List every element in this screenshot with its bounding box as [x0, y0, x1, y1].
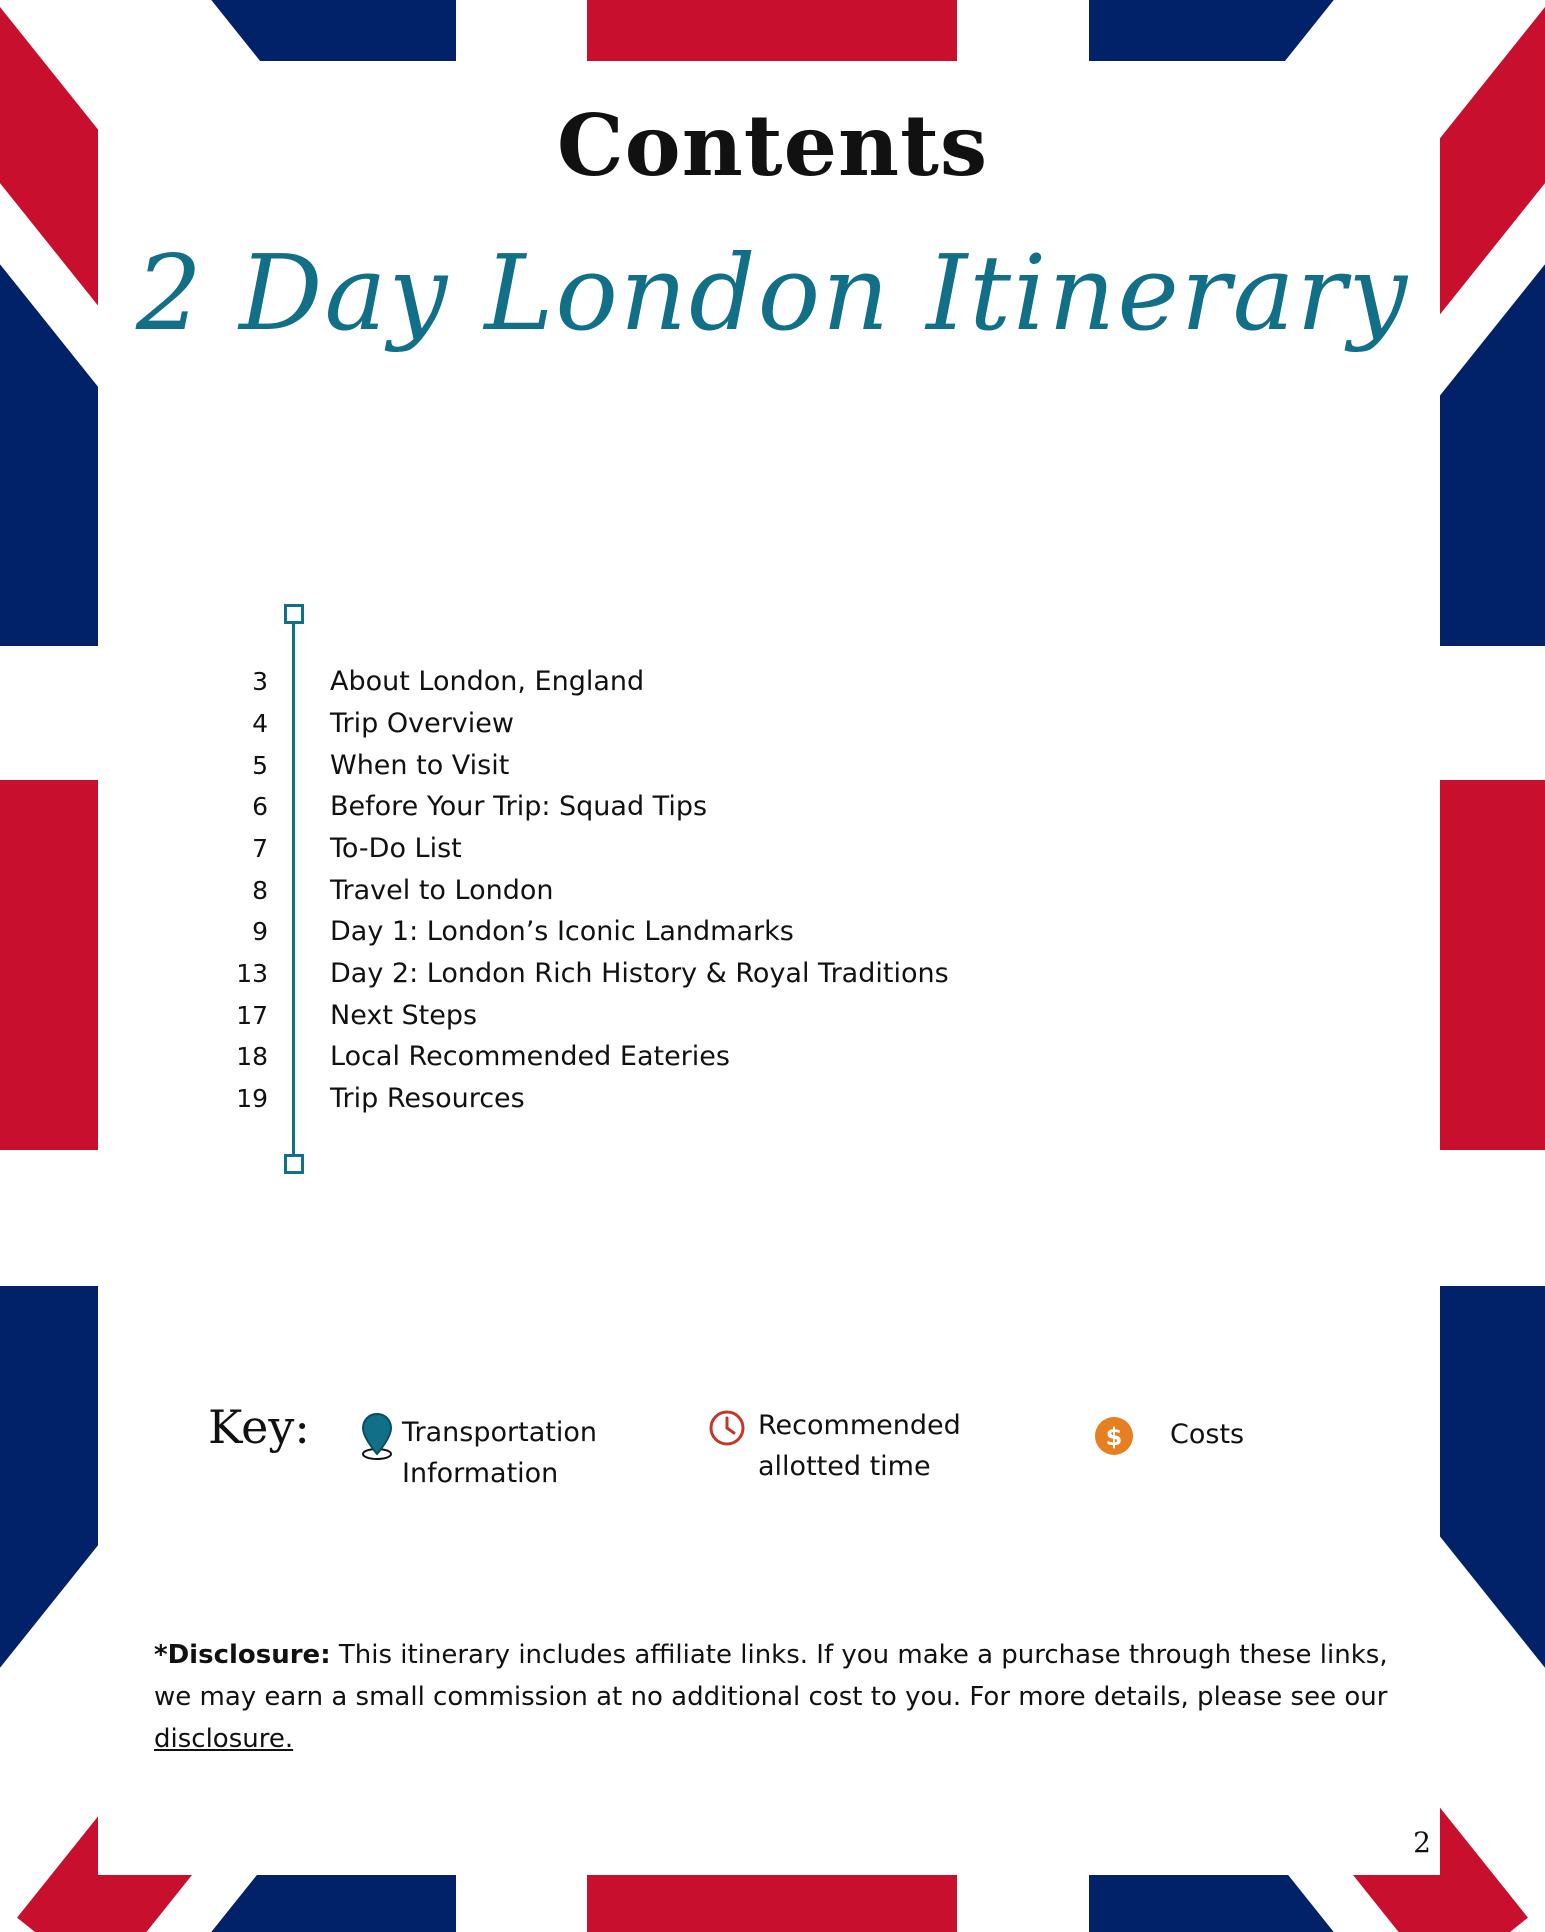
map-pin-icon	[360, 1412, 394, 1467]
page-subtitle: 2 Day London Itinerary	[135, 232, 1410, 354]
key-item-costs	[1094, 1414, 1244, 1461]
key-item-line1: Transportation	[402, 1417, 597, 1448]
toc-entry[interactable]	[220, 661, 644, 701]
toc-page-number: 5	[252, 750, 268, 780]
page-number: 2	[1413, 1826, 1431, 1859]
toc-page-number: 4	[252, 708, 268, 738]
toc-entry-title: Day 1: London’s Iconic Landmarks	[330, 915, 794, 947]
disclosure-text: This itinerary includes affiliate links. If you make a purchase through these links, we may earn a small commission at no additional cost to you. For more details, please see our	[154, 1640, 1388, 1712]
key-item-time	[708, 1405, 961, 1487]
toc-entry[interactable]	[220, 786, 707, 826]
toc-timeline-bottom-cap	[284, 1154, 304, 1174]
toc-entry-title: Travel to London	[330, 874, 554, 906]
toc-page-number: 9	[252, 916, 268, 946]
key-item-line1: Costs	[1170, 1419, 1245, 1450]
key-label: Key:	[208, 1400, 310, 1454]
key-item-line2: Information	[402, 1458, 559, 1489]
toc-entry[interactable]	[220, 995, 477, 1035]
toc-entry[interactable]	[220, 911, 794, 951]
toc-entry-title: Local Recommended Eateries	[330, 1040, 730, 1072]
toc-page-number: 6	[252, 791, 268, 821]
toc-entry[interactable]	[220, 870, 554, 910]
toc-page-number: 19	[236, 1083, 268, 1113]
toc-page-number: 8	[252, 875, 268, 905]
toc-entry-title: When to Visit	[330, 749, 510, 781]
toc-page-number: 18	[236, 1041, 268, 1071]
toc-page-number: 17	[236, 1000, 268, 1030]
toc-entry[interactable]	[220, 828, 462, 868]
key-item-line2: allotted time	[758, 1451, 931, 1482]
disclosure-paragraph	[154, 1634, 1394, 1760]
toc-entry-title: Trip Overview	[330, 707, 514, 739]
toc-timeline-top-cap	[284, 604, 304, 624]
toc-entry-title: Before Your Trip: Squad Tips	[330, 790, 708, 822]
clock-icon	[708, 1409, 746, 1452]
key-item-transportation	[360, 1412, 597, 1494]
toc-entry[interactable]	[220, 703, 514, 743]
toc-page-number: 3	[252, 666, 268, 696]
toc-entry[interactable]	[220, 1036, 730, 1076]
toc-entry[interactable]	[220, 953, 949, 993]
toc-entry-title: Next Steps	[330, 999, 478, 1031]
dollar-coin-icon	[1094, 1416, 1134, 1461]
disclosure-link[interactable]: disclosure.	[154, 1724, 294, 1754]
toc-entry-title: Trip Resources	[330, 1082, 525, 1114]
toc-entry[interactable]	[220, 1078, 525, 1118]
toc-entry-title: To-Do List	[330, 832, 462, 864]
disclosure-label: *Disclosure:	[154, 1640, 331, 1670]
toc-page-number: 13	[236, 958, 268, 988]
toc-entry-title: Day 2: London Rich History & Royal Traditions	[330, 957, 949, 989]
key-item-line1: Recommended	[758, 1410, 961, 1441]
toc-entry-title: About London, England	[330, 665, 645, 697]
toc-page-number: 7	[252, 833, 268, 863]
toc-entry[interactable]	[220, 745, 509, 785]
page-title: Contents	[556, 96, 989, 195]
svg-text:$: $	[1105, 1423, 1123, 1451]
